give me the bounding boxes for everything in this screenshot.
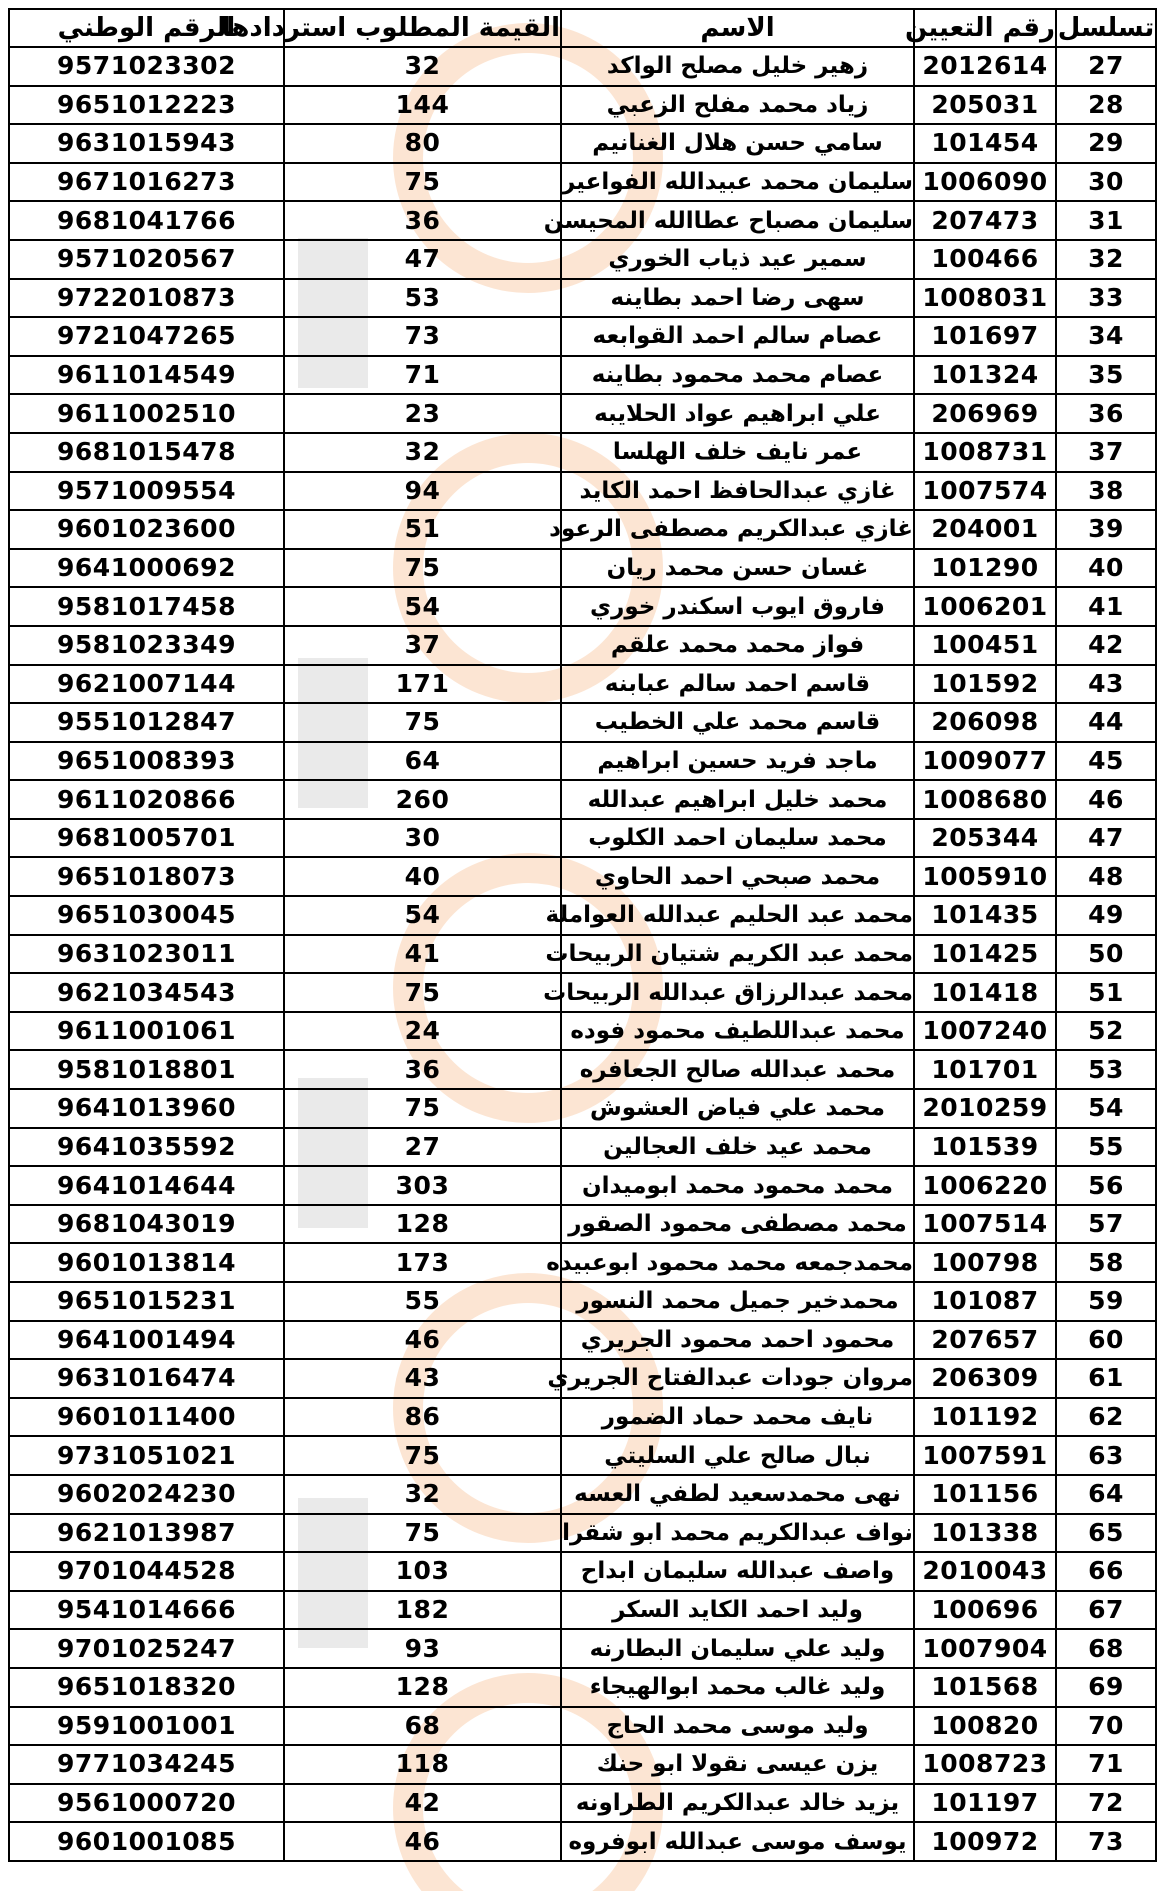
cell-appointment: 101435 xyxy=(914,896,1056,935)
cell-amount: 182 xyxy=(284,1591,561,1630)
table-row xyxy=(9,819,1156,858)
cell-seq: 30 xyxy=(1056,163,1156,202)
cell-seq: 47 xyxy=(1056,819,1156,858)
cell-amount: 173 xyxy=(284,1243,561,1282)
cell-name: زياد محمد مفلح الزعبي xyxy=(561,86,914,125)
cell-amount: 118 xyxy=(284,1745,561,1784)
cell-name: نواف عبدالكريم محمد ابو شقرا xyxy=(561,1514,914,1553)
cell-name: محمد علي فياض العشوش xyxy=(561,1089,914,1128)
cell-national-id: 9591001001 xyxy=(9,1707,284,1746)
table-row xyxy=(9,86,1156,125)
cell-amount: 43 xyxy=(284,1359,561,1398)
cell-seq: 57 xyxy=(1056,1205,1156,1244)
cell-appointment: 2010043 xyxy=(914,1552,1056,1591)
cell-seq: 51 xyxy=(1056,973,1156,1012)
table-row xyxy=(9,1745,1156,1784)
refund-table xyxy=(8,8,1157,1862)
cell-national-id: 9722010873 xyxy=(9,279,284,318)
cell-seq: 54 xyxy=(1056,1089,1156,1128)
cell-seq: 58 xyxy=(1056,1243,1156,1282)
cell-amount: 37 xyxy=(284,626,561,665)
cell-amount: 42 xyxy=(284,1784,561,1823)
cell-national-id: 9641014644 xyxy=(9,1166,284,1205)
cell-seq: 55 xyxy=(1056,1128,1156,1167)
table-row xyxy=(9,780,1156,819)
cell-amount: 75 xyxy=(284,549,561,588)
cell-seq: 33 xyxy=(1056,279,1156,318)
table-row xyxy=(9,124,1156,163)
cell-seq: 59 xyxy=(1056,1282,1156,1321)
cell-name: سمير عيد ذياب الخوري xyxy=(561,240,914,279)
table-row xyxy=(9,1822,1156,1861)
cell-national-id: 9651018073 xyxy=(9,857,284,896)
table-row xyxy=(9,1398,1156,1437)
cell-seq: 27 xyxy=(1056,47,1156,86)
cell-name: محمدجمعه محمد محمود ابوعبيده xyxy=(561,1243,914,1282)
table-row xyxy=(9,1475,1156,1514)
table-row xyxy=(9,163,1156,202)
cell-appointment: 1007240 xyxy=(914,1012,1056,1051)
cell-name: نايف محمد حماد الضمور xyxy=(561,1398,914,1437)
cell-seq: 45 xyxy=(1056,742,1156,781)
cell-national-id: 9601013814 xyxy=(9,1243,284,1282)
table-row xyxy=(9,587,1156,626)
cell-name: وليد احمد الكايد السكر xyxy=(561,1591,914,1630)
cell-national-id: 9681015478 xyxy=(9,433,284,472)
cell-national-id: 9701025247 xyxy=(9,1629,284,1668)
cell-national-id: 9631023011 xyxy=(9,935,284,974)
cell-appointment: 207657 xyxy=(914,1321,1056,1360)
cell-seq: 64 xyxy=(1056,1475,1156,1514)
cell-national-id: 9541014666 xyxy=(9,1591,284,1630)
cell-seq: 67 xyxy=(1056,1591,1156,1630)
cell-appointment: 204001 xyxy=(914,510,1056,549)
cell-seq: 29 xyxy=(1056,124,1156,163)
cell-national-id: 9681005701 xyxy=(9,819,284,858)
cell-national-id: 9641000692 xyxy=(9,549,284,588)
cell-appointment: 101087 xyxy=(914,1282,1056,1321)
table-row xyxy=(9,356,1156,395)
table-row xyxy=(9,973,1156,1012)
cell-seq: 40 xyxy=(1056,549,1156,588)
cell-amount: 86 xyxy=(284,1398,561,1437)
cell-seq: 31 xyxy=(1056,201,1156,240)
cell-name: فواز محمد محمد علقم xyxy=(561,626,914,665)
cell-amount: 71 xyxy=(284,356,561,395)
cell-amount: 73 xyxy=(284,317,561,356)
cell-seq: 43 xyxy=(1056,665,1156,704)
cell-national-id: 9671016273 xyxy=(9,163,284,202)
cell-appointment: 100798 xyxy=(914,1243,1056,1282)
cell-national-id: 9731051021 xyxy=(9,1436,284,1475)
cell-seq: 52 xyxy=(1056,1012,1156,1051)
cell-appointment: 101701 xyxy=(914,1050,1056,1089)
cell-appointment: 1005910 xyxy=(914,857,1056,896)
cell-national-id: 9771034245 xyxy=(9,1745,284,1784)
cell-name: محمد عبدالله صالح الجعافره xyxy=(561,1050,914,1089)
cell-name: محمد صبحي احمد الحاوي xyxy=(561,857,914,896)
cell-name: مروان جودات عبدالفتاح الجريري xyxy=(561,1359,914,1398)
cell-national-id: 9631015943 xyxy=(9,124,284,163)
header-appointment: رقم التعيين xyxy=(914,9,1056,47)
cell-national-id: 9581017458 xyxy=(9,587,284,626)
table-row xyxy=(9,935,1156,974)
cell-seq: 62 xyxy=(1056,1398,1156,1437)
cell-seq: 34 xyxy=(1056,317,1156,356)
cell-name: عمر نايف خلف الهلسا xyxy=(561,433,914,472)
cell-appointment: 205344 xyxy=(914,819,1056,858)
cell-amount: 32 xyxy=(284,1475,561,1514)
cell-amount: 94 xyxy=(284,472,561,511)
cell-national-id: 9581023349 xyxy=(9,626,284,665)
cell-seq: 63 xyxy=(1056,1436,1156,1475)
cell-amount: 103 xyxy=(284,1552,561,1591)
table-row xyxy=(9,626,1156,665)
table-row xyxy=(9,1089,1156,1128)
cell-seq: 38 xyxy=(1056,472,1156,511)
cell-appointment: 101454 xyxy=(914,124,1056,163)
cell-amount: 40 xyxy=(284,857,561,896)
cell-national-id: 9651018320 xyxy=(9,1668,284,1707)
table-row xyxy=(9,665,1156,704)
table-row xyxy=(9,1359,1156,1398)
cell-appointment: 101539 xyxy=(914,1128,1056,1167)
cell-seq: 68 xyxy=(1056,1629,1156,1668)
cell-national-id: 9611020866 xyxy=(9,780,284,819)
table-header-row xyxy=(9,9,1156,47)
cell-name: يوسف موسى عبدالله ابوفروه xyxy=(561,1822,914,1861)
cell-amount: 64 xyxy=(284,742,561,781)
cell-national-id: 9551012847 xyxy=(9,703,284,742)
cell-name: يزن عيسى نقولا ابو حنك xyxy=(561,1745,914,1784)
cell-appointment: 1006090 xyxy=(914,163,1056,202)
cell-name: سامي حسن هلال الغنانيم xyxy=(561,124,914,163)
cell-seq: 71 xyxy=(1056,1745,1156,1784)
cell-name: محمد عبدالرزاق عبدالله الربيحات xyxy=(561,973,914,1012)
cell-national-id: 9571023302 xyxy=(9,47,284,86)
cell-amount: 128 xyxy=(284,1668,561,1707)
cell-amount: 171 xyxy=(284,665,561,704)
header-name: الاسم xyxy=(561,9,914,47)
cell-name: سهى رضا احمد بطاينه xyxy=(561,279,914,318)
cell-amount: 41 xyxy=(284,935,561,974)
cell-national-id: 9651012223 xyxy=(9,86,284,125)
cell-appointment: 101156 xyxy=(914,1475,1056,1514)
cell-name: غسان حسن محمد ريان xyxy=(561,549,914,588)
cell-appointment: 101425 xyxy=(914,935,1056,974)
cell-seq: 44 xyxy=(1056,703,1156,742)
cell-name: سليمان محمد عبيدالله الفواعير xyxy=(561,163,914,202)
cell-amount: 75 xyxy=(284,1514,561,1553)
cell-appointment: 1009077 xyxy=(914,742,1056,781)
table-row xyxy=(9,1707,1156,1746)
cell-seq: 70 xyxy=(1056,1707,1156,1746)
cell-seq: 28 xyxy=(1056,86,1156,125)
cell-amount: 54 xyxy=(284,587,561,626)
cell-national-id: 9721047265 xyxy=(9,317,284,356)
cell-name: محمد عبد الكريم شتيان الربيحات xyxy=(561,935,914,974)
cell-name: عصام سالم احمد القوابعه xyxy=(561,317,914,356)
cell-appointment: 206098 xyxy=(914,703,1056,742)
cell-name: نبال صالح علي السليتي xyxy=(561,1436,914,1475)
cell-name: قاسم محمد علي الخطيب xyxy=(561,703,914,742)
table-row xyxy=(9,1128,1156,1167)
cell-amount: 32 xyxy=(284,47,561,86)
cell-seq: 46 xyxy=(1056,780,1156,819)
cell-appointment: 206969 xyxy=(914,394,1056,433)
cell-name: وليد علي سليمان البطارنه xyxy=(561,1629,914,1668)
cell-amount: 68 xyxy=(284,1707,561,1746)
cell-amount: 144 xyxy=(284,86,561,125)
cell-seq: 35 xyxy=(1056,356,1156,395)
cell-appointment: 100972 xyxy=(914,1822,1056,1861)
cell-national-id: 9641013960 xyxy=(9,1089,284,1128)
cell-appointment: 1008031 xyxy=(914,279,1056,318)
cell-name: محمد خليل ابراهيم عبدالله xyxy=(561,780,914,819)
cell-appointment: 101192 xyxy=(914,1398,1056,1437)
cell-name: سليمان مصباح عطاالله المحيسن xyxy=(561,201,914,240)
header-amount: القيمة المطلوب استردادها xyxy=(284,9,561,47)
table-row xyxy=(9,510,1156,549)
cell-appointment: 101338 xyxy=(914,1514,1056,1553)
cell-amount: 260 xyxy=(284,780,561,819)
cell-amount: 53 xyxy=(284,279,561,318)
cell-national-id: 9681041766 xyxy=(9,201,284,240)
cell-amount: 23 xyxy=(284,394,561,433)
cell-national-id: 9611001061 xyxy=(9,1012,284,1051)
cell-national-id: 9601023600 xyxy=(9,510,284,549)
cell-seq: 41 xyxy=(1056,587,1156,626)
cell-appointment: 100696 xyxy=(914,1591,1056,1630)
cell-amount: 24 xyxy=(284,1012,561,1051)
cell-national-id: 9571020567 xyxy=(9,240,284,279)
cell-name: واصف عبدالله سليمان ابداح xyxy=(561,1552,914,1591)
table-row xyxy=(9,1436,1156,1475)
header-seq: تسلسل xyxy=(1056,9,1156,47)
cell-appointment: 205031 xyxy=(914,86,1056,125)
cell-seq: 37 xyxy=(1056,433,1156,472)
cell-appointment: 101418 xyxy=(914,973,1056,1012)
cell-appointment: 1008723 xyxy=(914,1745,1056,1784)
cell-name: ماجد فريد حسين ابراهيم xyxy=(561,742,914,781)
cell-appointment: 1007591 xyxy=(914,1436,1056,1475)
cell-national-id: 9631016474 xyxy=(9,1359,284,1398)
table-row xyxy=(9,47,1156,86)
cell-national-id: 9641035592 xyxy=(9,1128,284,1167)
cell-name: محمدخير جميل محمد النسور xyxy=(561,1282,914,1321)
cell-appointment: 1008731 xyxy=(914,433,1056,472)
table-row xyxy=(9,1050,1156,1089)
cell-amount: 32 xyxy=(284,433,561,472)
cell-seq: 50 xyxy=(1056,935,1156,974)
cell-national-id: 9561000720 xyxy=(9,1784,284,1823)
cell-seq: 42 xyxy=(1056,626,1156,665)
table-row xyxy=(9,1012,1156,1051)
table-row xyxy=(9,433,1156,472)
cell-national-id: 9641001494 xyxy=(9,1321,284,1360)
cell-seq: 36 xyxy=(1056,394,1156,433)
cell-national-id: 9651030045 xyxy=(9,896,284,935)
cell-amount: 47 xyxy=(284,240,561,279)
cell-amount: 51 xyxy=(284,510,561,549)
cell-appointment: 207473 xyxy=(914,201,1056,240)
cell-amount: 27 xyxy=(284,1128,561,1167)
cell-name: محمد سليمان احمد الكلوب xyxy=(561,819,914,858)
cell-seq: 56 xyxy=(1056,1166,1156,1205)
document-page xyxy=(8,8,1155,1875)
cell-amount: 36 xyxy=(284,1050,561,1089)
table-row xyxy=(9,549,1156,588)
cell-appointment: 101592 xyxy=(914,665,1056,704)
cell-name: وليد غالب محمد ابوالهيجاء xyxy=(561,1668,914,1707)
cell-appointment: 2010259 xyxy=(914,1089,1056,1128)
cell-seq: 60 xyxy=(1056,1321,1156,1360)
table-row xyxy=(9,742,1156,781)
cell-seq: 32 xyxy=(1056,240,1156,279)
cell-name: وليد موسى محمد الحاج xyxy=(561,1707,914,1746)
cell-name: محمد عيد خلف العجالين xyxy=(561,1128,914,1167)
cell-appointment: 1006220 xyxy=(914,1166,1056,1205)
table-row xyxy=(9,1591,1156,1630)
cell-seq: 48 xyxy=(1056,857,1156,896)
header-national-id: الرقم الوطني xyxy=(9,9,284,47)
table-row xyxy=(9,857,1156,896)
cell-appointment: 1008680 xyxy=(914,780,1056,819)
cell-amount: 75 xyxy=(284,1436,561,1475)
table-row xyxy=(9,1282,1156,1321)
cell-amount: 93 xyxy=(284,1629,561,1668)
cell-appointment: 1007904 xyxy=(914,1629,1056,1668)
table-row xyxy=(9,279,1156,318)
cell-seq: 39 xyxy=(1056,510,1156,549)
cell-name: فاروق ايوب اسكندر خوري xyxy=(561,587,914,626)
cell-national-id: 9581018801 xyxy=(9,1050,284,1089)
cell-seq: 72 xyxy=(1056,1784,1156,1823)
table-row xyxy=(9,1629,1156,1668)
cell-amount: 30 xyxy=(284,819,561,858)
cell-amount: 46 xyxy=(284,1321,561,1360)
cell-appointment: 101290 xyxy=(914,549,1056,588)
table-row xyxy=(9,1321,1156,1360)
cell-name: محمد عبد الحليم عبدالله العواملة xyxy=(561,896,914,935)
cell-appointment: 100820 xyxy=(914,1707,1056,1746)
table-row xyxy=(9,472,1156,511)
table-row xyxy=(9,1668,1156,1707)
cell-name: نهى محمدسعيد لطفي العسه xyxy=(561,1475,914,1514)
cell-amount: 55 xyxy=(284,1282,561,1321)
cell-name: غازي عبدالحافظ احمد الكايد xyxy=(561,472,914,511)
cell-national-id: 9611002510 xyxy=(9,394,284,433)
cell-national-id: 9621034543 xyxy=(9,973,284,1012)
cell-amount: 75 xyxy=(284,1089,561,1128)
cell-appointment: 1007514 xyxy=(914,1205,1056,1244)
table-row xyxy=(9,394,1156,433)
cell-seq: 73 xyxy=(1056,1822,1156,1861)
cell-appointment: 100451 xyxy=(914,626,1056,665)
cell-name: يزيد خالد عبدالكريم الطراونه xyxy=(561,1784,914,1823)
cell-appointment: 101568 xyxy=(914,1668,1056,1707)
table-row xyxy=(9,1514,1156,1553)
cell-amount: 75 xyxy=(284,703,561,742)
cell-seq: 69 xyxy=(1056,1668,1156,1707)
cell-national-id: 9701044528 xyxy=(9,1552,284,1591)
cell-appointment: 206309 xyxy=(914,1359,1056,1398)
cell-appointment: 2012614 xyxy=(914,47,1056,86)
cell-national-id: 9601001085 xyxy=(9,1822,284,1861)
cell-amount: 54 xyxy=(284,896,561,935)
cell-amount: 46 xyxy=(284,1822,561,1861)
cell-name: محمد عبداللطيف محمود فوده xyxy=(561,1012,914,1051)
cell-appointment: 101697 xyxy=(914,317,1056,356)
cell-seq: 61 xyxy=(1056,1359,1156,1398)
cell-seq: 53 xyxy=(1056,1050,1156,1089)
cell-amount: 75 xyxy=(284,973,561,1012)
cell-name: محمود احمد محمود الجريري xyxy=(561,1321,914,1360)
table-row xyxy=(9,896,1156,935)
cell-national-id: 9571009554 xyxy=(9,472,284,511)
table-row xyxy=(9,1552,1156,1591)
cell-amount: 36 xyxy=(284,201,561,240)
table-row xyxy=(9,1205,1156,1244)
cell-national-id: 9681043019 xyxy=(9,1205,284,1244)
table-row xyxy=(9,201,1156,240)
cell-appointment: 1007574 xyxy=(914,472,1056,511)
cell-appointment: 1006201 xyxy=(914,587,1056,626)
cell-amount: 80 xyxy=(284,124,561,163)
cell-amount: 128 xyxy=(284,1205,561,1244)
cell-appointment: 101324 xyxy=(914,356,1056,395)
cell-amount: 303 xyxy=(284,1166,561,1205)
cell-seq: 49 xyxy=(1056,896,1156,935)
table-row xyxy=(9,240,1156,279)
table-row xyxy=(9,1243,1156,1282)
cell-name: محمد مصطفى محمود الصقور xyxy=(561,1205,914,1244)
cell-national-id: 9651015231 xyxy=(9,1282,284,1321)
table-row xyxy=(9,703,1156,742)
cell-national-id: 9621013987 xyxy=(9,1514,284,1553)
cell-name: محمد محمود محمد ابوميدان xyxy=(561,1166,914,1205)
cell-name: غازي عبدالكريم مصطفى الرعود xyxy=(561,510,914,549)
table-row xyxy=(9,1784,1156,1823)
cell-name: علي ابراهيم عواد الحلايبه xyxy=(561,394,914,433)
cell-national-id: 9611014549 xyxy=(9,356,284,395)
cell-appointment: 100466 xyxy=(914,240,1056,279)
cell-amount: 75 xyxy=(284,163,561,202)
cell-appointment: 101197 xyxy=(914,1784,1056,1823)
cell-name: زهير خليل مصلح الواكد xyxy=(561,47,914,86)
cell-name: قاسم احمد سالم عبابنه xyxy=(561,665,914,704)
cell-national-id: 9601011400 xyxy=(9,1398,284,1437)
table-row xyxy=(9,317,1156,356)
cell-national-id: 9621007144 xyxy=(9,665,284,704)
cell-national-id: 9602024230 xyxy=(9,1475,284,1514)
cell-name: عصام محمد محمود بطاينه xyxy=(561,356,914,395)
cell-seq: 66 xyxy=(1056,1552,1156,1591)
table-row xyxy=(9,1166,1156,1205)
cell-national-id: 9651008393 xyxy=(9,742,284,781)
cell-seq: 65 xyxy=(1056,1514,1156,1553)
